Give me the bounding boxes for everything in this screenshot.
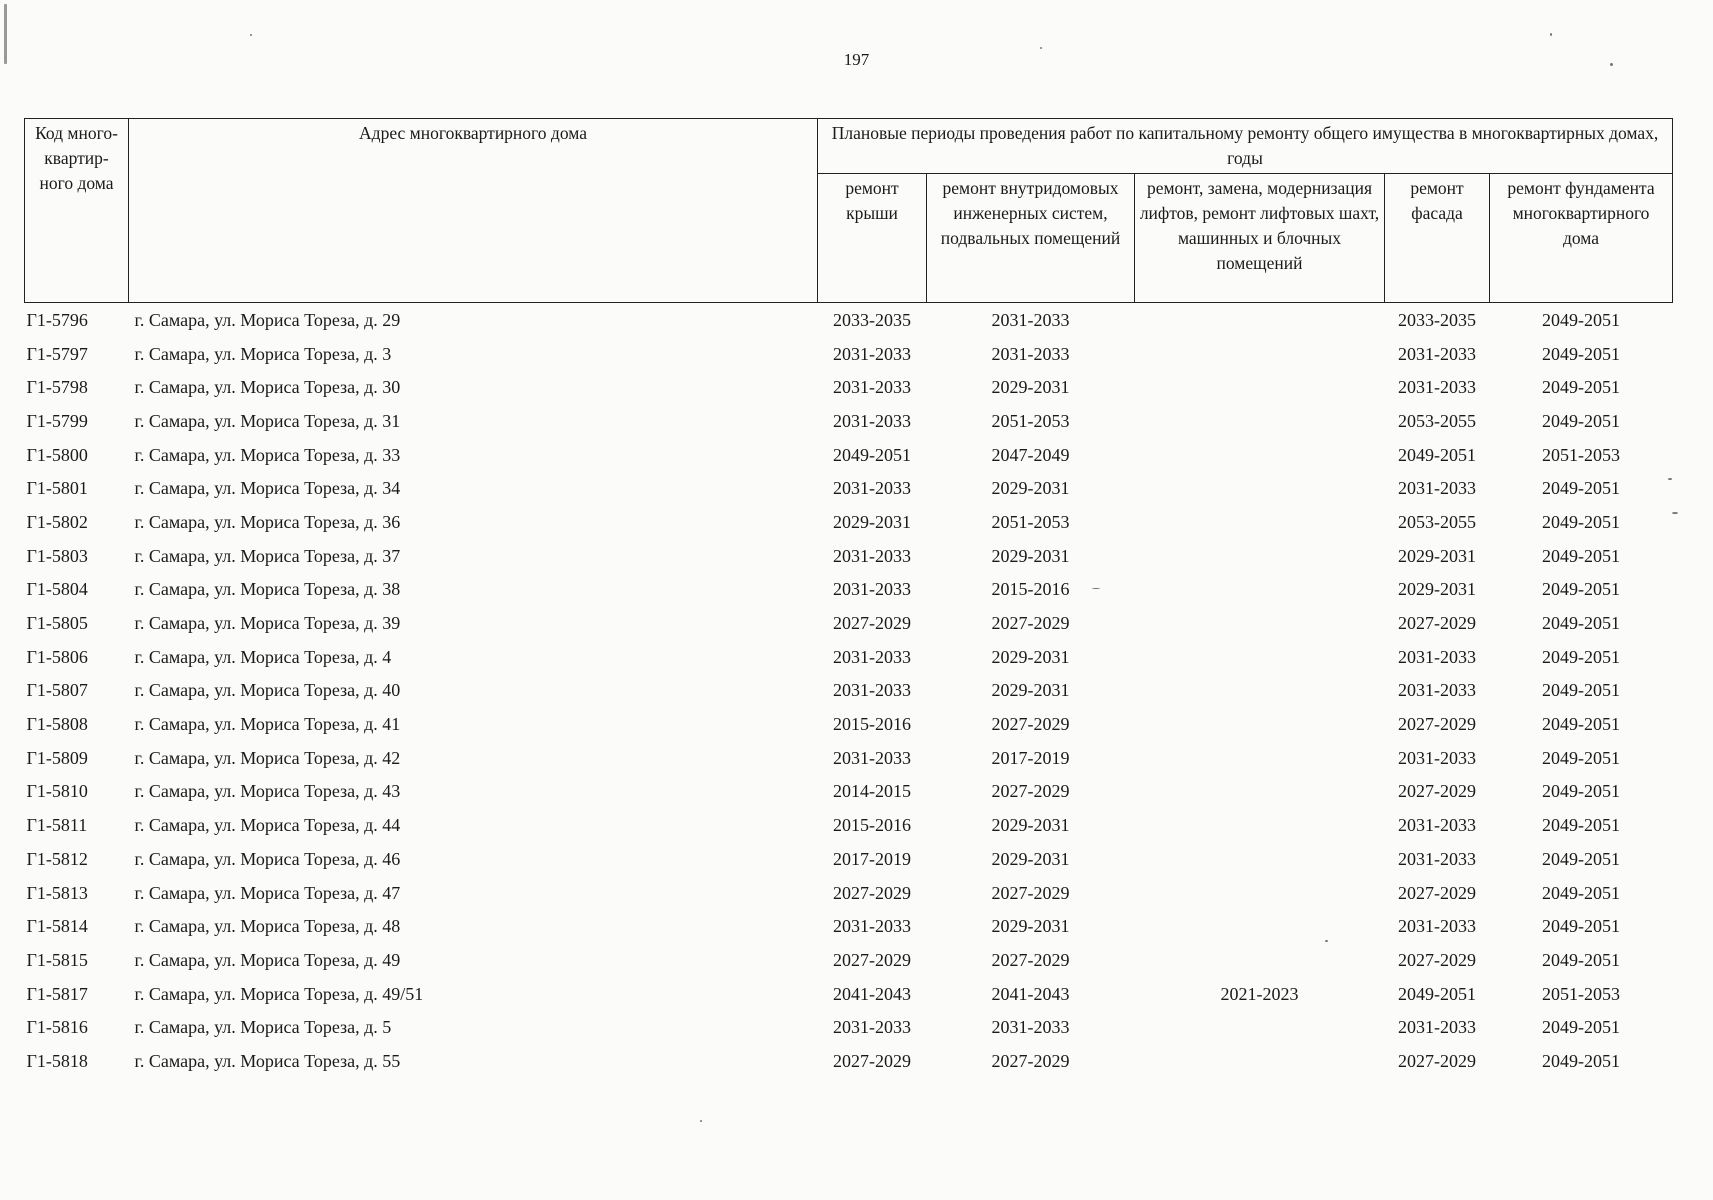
cell-foundation: 2049-2051 [1542, 1017, 1620, 1038]
cell-engineering: 2027-2029 [991, 714, 1070, 735]
cell-roof: 2033-2035 [833, 309, 911, 330]
table-row [25, 808, 1673, 842]
cell-facade: 2031-2033 [1398, 343, 1476, 364]
cell-code: Г1-5810 [26, 781, 88, 802]
table-row [25, 438, 1673, 472]
cell-foundation: 2049-2051 [1542, 309, 1620, 330]
cell-elevators [1135, 471, 1385, 505]
cell-address: г. Самара, ул. Мориса Тореза, д. 42 [134, 747, 401, 768]
cell-address: г. Самара, ул. Мориса Тореза, д. 48 [134, 916, 401, 937]
cell-facade: 2029-2031 [1398, 545, 1476, 566]
table-header [25, 119, 1673, 303]
table-row [25, 303, 1673, 337]
cell-address: г. Самара, ул. Мориса Тореза, д. 47 [134, 882, 401, 903]
table-row [25, 1010, 1673, 1044]
cell-elevators [1135, 741, 1385, 775]
cell-code: Г1-5817 [26, 983, 88, 1004]
cell-foundation: 2049-2051 [1542, 545, 1620, 566]
header-periods-group: Плановые периоды проведения работ по капитальному ремонту общего имущества в многоквартирных домах, годы [818, 119, 1673, 174]
cell-elevators [1135, 808, 1385, 842]
cell-engineering: 2051-2053 [991, 410, 1070, 431]
cell-roof: 2031-2033 [833, 1017, 911, 1038]
cell-address: г. Самара, ул. Мориса Тореза, д. 46 [134, 848, 401, 869]
cell-code: Г1-5805 [26, 613, 88, 634]
cell-code: Г1-5797 [26, 343, 88, 364]
header-code: Код много-квартир-ного дома [25, 119, 129, 303]
cell-foundation: 2049-2051 [1542, 781, 1620, 802]
cell-roof: 2031-2033 [833, 646, 911, 667]
cell-engineering: 2029-2031 [991, 815, 1070, 836]
cell-elevators [1135, 505, 1385, 539]
cell-elevators [1135, 909, 1385, 943]
cell-engineering: 2027-2029 [991, 781, 1070, 802]
cell-address: г. Самара, ул. Мориса Тореза, д. 39 [134, 613, 401, 634]
cell-engineering: 2047-2049 [991, 444, 1070, 465]
cell-address: г. Самара, ул. Мориса Тореза, д. 36 [134, 511, 401, 532]
cell-facade: 2027-2029 [1398, 1050, 1476, 1071]
cell-code: Г1-5803 [26, 545, 88, 566]
cell-roof: 2027-2029 [833, 949, 911, 970]
cell-foundation: 2049-2051 [1542, 579, 1620, 600]
cell-foundation: 2049-2051 [1542, 747, 1620, 768]
cell-foundation: 2049-2051 [1542, 646, 1620, 667]
scan-speck [1092, 588, 1100, 589]
table-row [25, 505, 1673, 539]
cell-foundation: 2049-2051 [1542, 848, 1620, 869]
cell-facade: 2049-2051 [1398, 983, 1476, 1004]
cell-roof: 2027-2029 [833, 613, 911, 634]
scan-speck [250, 34, 252, 36]
cell-roof: 2049-2051 [833, 444, 911, 465]
cell-foundation: 2051-2053 [1542, 444, 1620, 465]
cell-elevators [1135, 404, 1385, 438]
cell-facade: 2031-2033 [1398, 680, 1476, 701]
table-row [25, 876, 1673, 910]
cell-engineering: 2029-2031 [991, 377, 1070, 398]
cell-elevators [1135, 943, 1385, 977]
cell-facade: 2027-2029 [1398, 949, 1476, 970]
table-row [25, 1044, 1673, 1078]
cell-code: Г1-5804 [26, 579, 88, 600]
header-facade: ремонт фасада [1385, 174, 1490, 303]
cell-engineering: 2029-2031 [991, 545, 1070, 566]
cell-facade: 2031-2033 [1398, 916, 1476, 937]
cell-facade: 2053-2055 [1398, 511, 1476, 532]
cell-facade: 2029-2031 [1398, 579, 1476, 600]
cell-roof: 2031-2033 [833, 478, 911, 499]
cell-engineering: 2027-2029 [991, 1050, 1070, 1071]
table-row [25, 404, 1673, 438]
cell-facade: 2027-2029 [1398, 882, 1476, 903]
scan-speck [1668, 478, 1672, 480]
table-row [25, 775, 1673, 809]
table-row [25, 640, 1673, 674]
table-row [25, 741, 1673, 775]
scan-speck [700, 1120, 702, 1122]
cell-elevators [1135, 539, 1385, 573]
cell-address: г. Самара, ул. Мориса Тореза, д. 34 [134, 478, 401, 499]
cell-elevators [1135, 640, 1385, 674]
cell-foundation: 2049-2051 [1542, 613, 1620, 634]
cell-address: г. Самара, ул. Мориса Тореза, д. 33 [134, 444, 401, 465]
table-row [25, 943, 1673, 977]
scan-speck [1325, 940, 1328, 942]
cell-roof: 2027-2029 [833, 882, 911, 903]
cell-code: Г1-5798 [26, 377, 88, 398]
cell-code: Г1-5807 [26, 680, 88, 701]
cell-elevators [1135, 370, 1385, 404]
cell-elevators [1135, 1044, 1385, 1078]
cell-elevators [1135, 707, 1385, 741]
scan-speck [1550, 33, 1552, 36]
cell-foundation: 2049-2051 [1542, 815, 1620, 836]
header-foundation: ремонт фундамента многоквартирного дома [1490, 174, 1673, 303]
cell-roof: 2015-2016 [833, 714, 911, 735]
cell-address: г. Самара, ул. Мориса Тореза, д. 49/51 [134, 983, 424, 1004]
cell-address: г. Самара, ул. Мориса Тореза, д. 29 [134, 309, 401, 330]
cell-engineering: 2031-2033 [991, 343, 1070, 364]
cell-code: Г1-5799 [26, 410, 88, 431]
cell-roof: 2031-2033 [833, 579, 911, 600]
scan-speck [4, 4, 7, 64]
cell-roof: 2031-2033 [833, 343, 911, 364]
cell-roof: 2031-2033 [833, 916, 911, 937]
cell-facade: 2031-2033 [1398, 848, 1476, 869]
cell-engineering: 2029-2031 [991, 680, 1070, 701]
header-engineering: ремонт внутридомовых инженерных систем, подвальных помещений [927, 174, 1135, 303]
cell-code: Г1-5796 [26, 309, 88, 330]
cell-foundation: 2049-2051 [1542, 343, 1620, 364]
cell-code: Г1-5815 [26, 949, 88, 970]
cell-engineering: 2027-2029 [991, 613, 1070, 634]
cell-address: г. Самара, ул. Мориса Тореза, д. 55 [134, 1050, 401, 1071]
cell-address: г. Самара, ул. Мориса Тореза, д. 43 [134, 781, 401, 802]
table-row [25, 471, 1673, 505]
cell-foundation: 2049-2051 [1542, 916, 1620, 937]
table-row [25, 977, 1673, 1011]
cell-code: Г1-5802 [26, 511, 88, 532]
cell-foundation: 2049-2051 [1542, 949, 1620, 970]
table-row [25, 842, 1673, 876]
cell-address: г. Самара, ул. Мориса Тореза, д. 37 [134, 545, 401, 566]
cell-address: г. Самара, ул. Мориса Тореза, д. 41 [134, 714, 401, 735]
cell-foundation: 2049-2051 [1542, 714, 1620, 735]
table-row [25, 674, 1673, 708]
cell-elevators [1135, 606, 1385, 640]
cell-roof: 2029-2031 [833, 511, 911, 532]
cell-code: Г1-5812 [26, 848, 88, 869]
scan-speck [1610, 63, 1613, 66]
cell-elevators [1135, 303, 1385, 337]
cell-roof: 2031-2033 [833, 747, 911, 768]
cell-foundation: 2049-2051 [1542, 511, 1620, 532]
cell-facade: 2033-2035 [1398, 309, 1476, 330]
cell-facade: 2031-2033 [1398, 1017, 1476, 1038]
cell-address: г. Самара, ул. Мориса Тореза, д. 5 [134, 1017, 392, 1038]
cell-roof: 2015-2016 [833, 815, 911, 836]
cell-facade: 2027-2029 [1398, 714, 1476, 735]
cell-foundation: 2051-2053 [1542, 983, 1620, 1004]
cell-code: Г1-5801 [26, 478, 88, 499]
table-row [25, 573, 1673, 607]
cell-elevators [1135, 876, 1385, 910]
cell-foundation: 2049-2051 [1542, 1050, 1620, 1071]
table-row [25, 707, 1673, 741]
cell-facade: 2031-2033 [1398, 815, 1476, 836]
cell-code: Г1-5800 [26, 444, 88, 465]
table-row [25, 606, 1673, 640]
cell-roof: 2031-2033 [833, 410, 911, 431]
cell-foundation: 2049-2051 [1542, 478, 1620, 499]
cell-elevators [1135, 438, 1385, 472]
cell-address: г. Самара, ул. Мориса Тореза, д. 44 [134, 815, 401, 836]
cell-elevators [1135, 674, 1385, 708]
cell-facade: 2053-2055 [1398, 410, 1476, 431]
cell-address: г. Самара, ул. Мориса Тореза, д. 40 [134, 680, 401, 701]
cell-engineering: 2027-2029 [991, 882, 1070, 903]
cell-foundation: 2049-2051 [1542, 377, 1620, 398]
cell-facade: 2031-2033 [1398, 747, 1476, 768]
cell-engineering: 2029-2031 [991, 478, 1070, 499]
scan-speck [1040, 47, 1042, 49]
cell-address: г. Самара, ул. Мориса Тореза, д. 49 [134, 949, 401, 970]
cell-engineering: 2031-2033 [991, 309, 1070, 330]
cell-code: Г1-5811 [26, 815, 88, 836]
cell-code: Г1-5806 [26, 646, 88, 667]
cell-facade: 2049-2051 [1398, 444, 1476, 465]
header-roof: ремонт крыши [818, 174, 927, 303]
cell-engineering: 2051-2053 [991, 511, 1070, 532]
cell-facade: 2027-2029 [1398, 781, 1476, 802]
cell-facade: 2031-2033 [1398, 377, 1476, 398]
table-row [25, 909, 1673, 943]
cell-engineering: 2029-2031 [991, 646, 1070, 667]
cell-code: Г1-5808 [26, 714, 88, 735]
cell-roof: 2031-2033 [833, 680, 911, 701]
cell-roof: 2017-2019 [833, 848, 911, 869]
cell-roof: 2031-2033 [833, 377, 911, 398]
header-address: Адрес многоквартирного дома [129, 119, 818, 303]
cell-engineering: 2017-2019 [991, 747, 1070, 768]
cell-engineering: 2031-2033 [991, 1017, 1070, 1038]
cell-address: г. Самара, ул. Мориса Тореза, д. 4 [134, 646, 392, 667]
cell-code: Г1-5813 [26, 882, 88, 903]
cell-foundation: 2049-2051 [1542, 882, 1620, 903]
cell-engineering: 2029-2031 [991, 916, 1070, 937]
cell-address: г. Самара, ул. Мориса Тореза, д. 38 [134, 579, 401, 600]
table-row [25, 539, 1673, 573]
cell-engineering: 2027-2029 [991, 949, 1070, 970]
cell-engineering: 2029-2031 [991, 848, 1070, 869]
cell-elevators [1135, 775, 1385, 809]
cell-roof: 2041-2043 [833, 983, 911, 1004]
scan-speck [1672, 512, 1678, 514]
header-elevators: ремонт, замена, модернизация лифтов, ремонт лифтовых шахт, машинных и блочных помещений [1135, 174, 1385, 303]
cell-code: Г1-5818 [26, 1050, 88, 1071]
cell-address: г. Самара, ул. Мориса Тореза, д. 3 [134, 343, 392, 364]
cell-facade: 2027-2029 [1398, 613, 1476, 634]
cell-address: г. Самара, ул. Мориса Тореза, д. 31 [134, 410, 401, 431]
cell-roof: 2031-2033 [833, 545, 911, 566]
cell-elevators: 2021-2023 [1220, 983, 1299, 1004]
cell-code: Г1-5816 [26, 1017, 88, 1038]
cell-facade: 2031-2033 [1398, 646, 1476, 667]
table-body [25, 303, 1673, 1078]
cell-code: Г1-5814 [26, 916, 88, 937]
cell-elevators [1135, 842, 1385, 876]
cell-roof: 2027-2029 [833, 1050, 911, 1071]
cell-foundation: 2049-2051 [1542, 410, 1620, 431]
cell-code: Г1-5809 [26, 747, 88, 768]
repair-schedule-table [24, 118, 1673, 1078]
cell-address: г. Самара, ул. Мориса Тореза, д. 30 [134, 377, 401, 398]
table-row [25, 370, 1673, 404]
table-row [25, 337, 1673, 371]
cell-engineering: 2041-2043 [991, 983, 1070, 1004]
cell-elevators [1135, 573, 1385, 607]
cell-roof: 2014-2015 [833, 781, 911, 802]
cell-elevators [1135, 1010, 1385, 1044]
page-number: 197 [843, 50, 870, 69]
cell-facade: 2031-2033 [1398, 478, 1476, 499]
cell-elevators [1135, 337, 1385, 371]
cell-foundation: 2049-2051 [1542, 680, 1620, 701]
cell-engineering: 2015-2016 [991, 579, 1070, 600]
